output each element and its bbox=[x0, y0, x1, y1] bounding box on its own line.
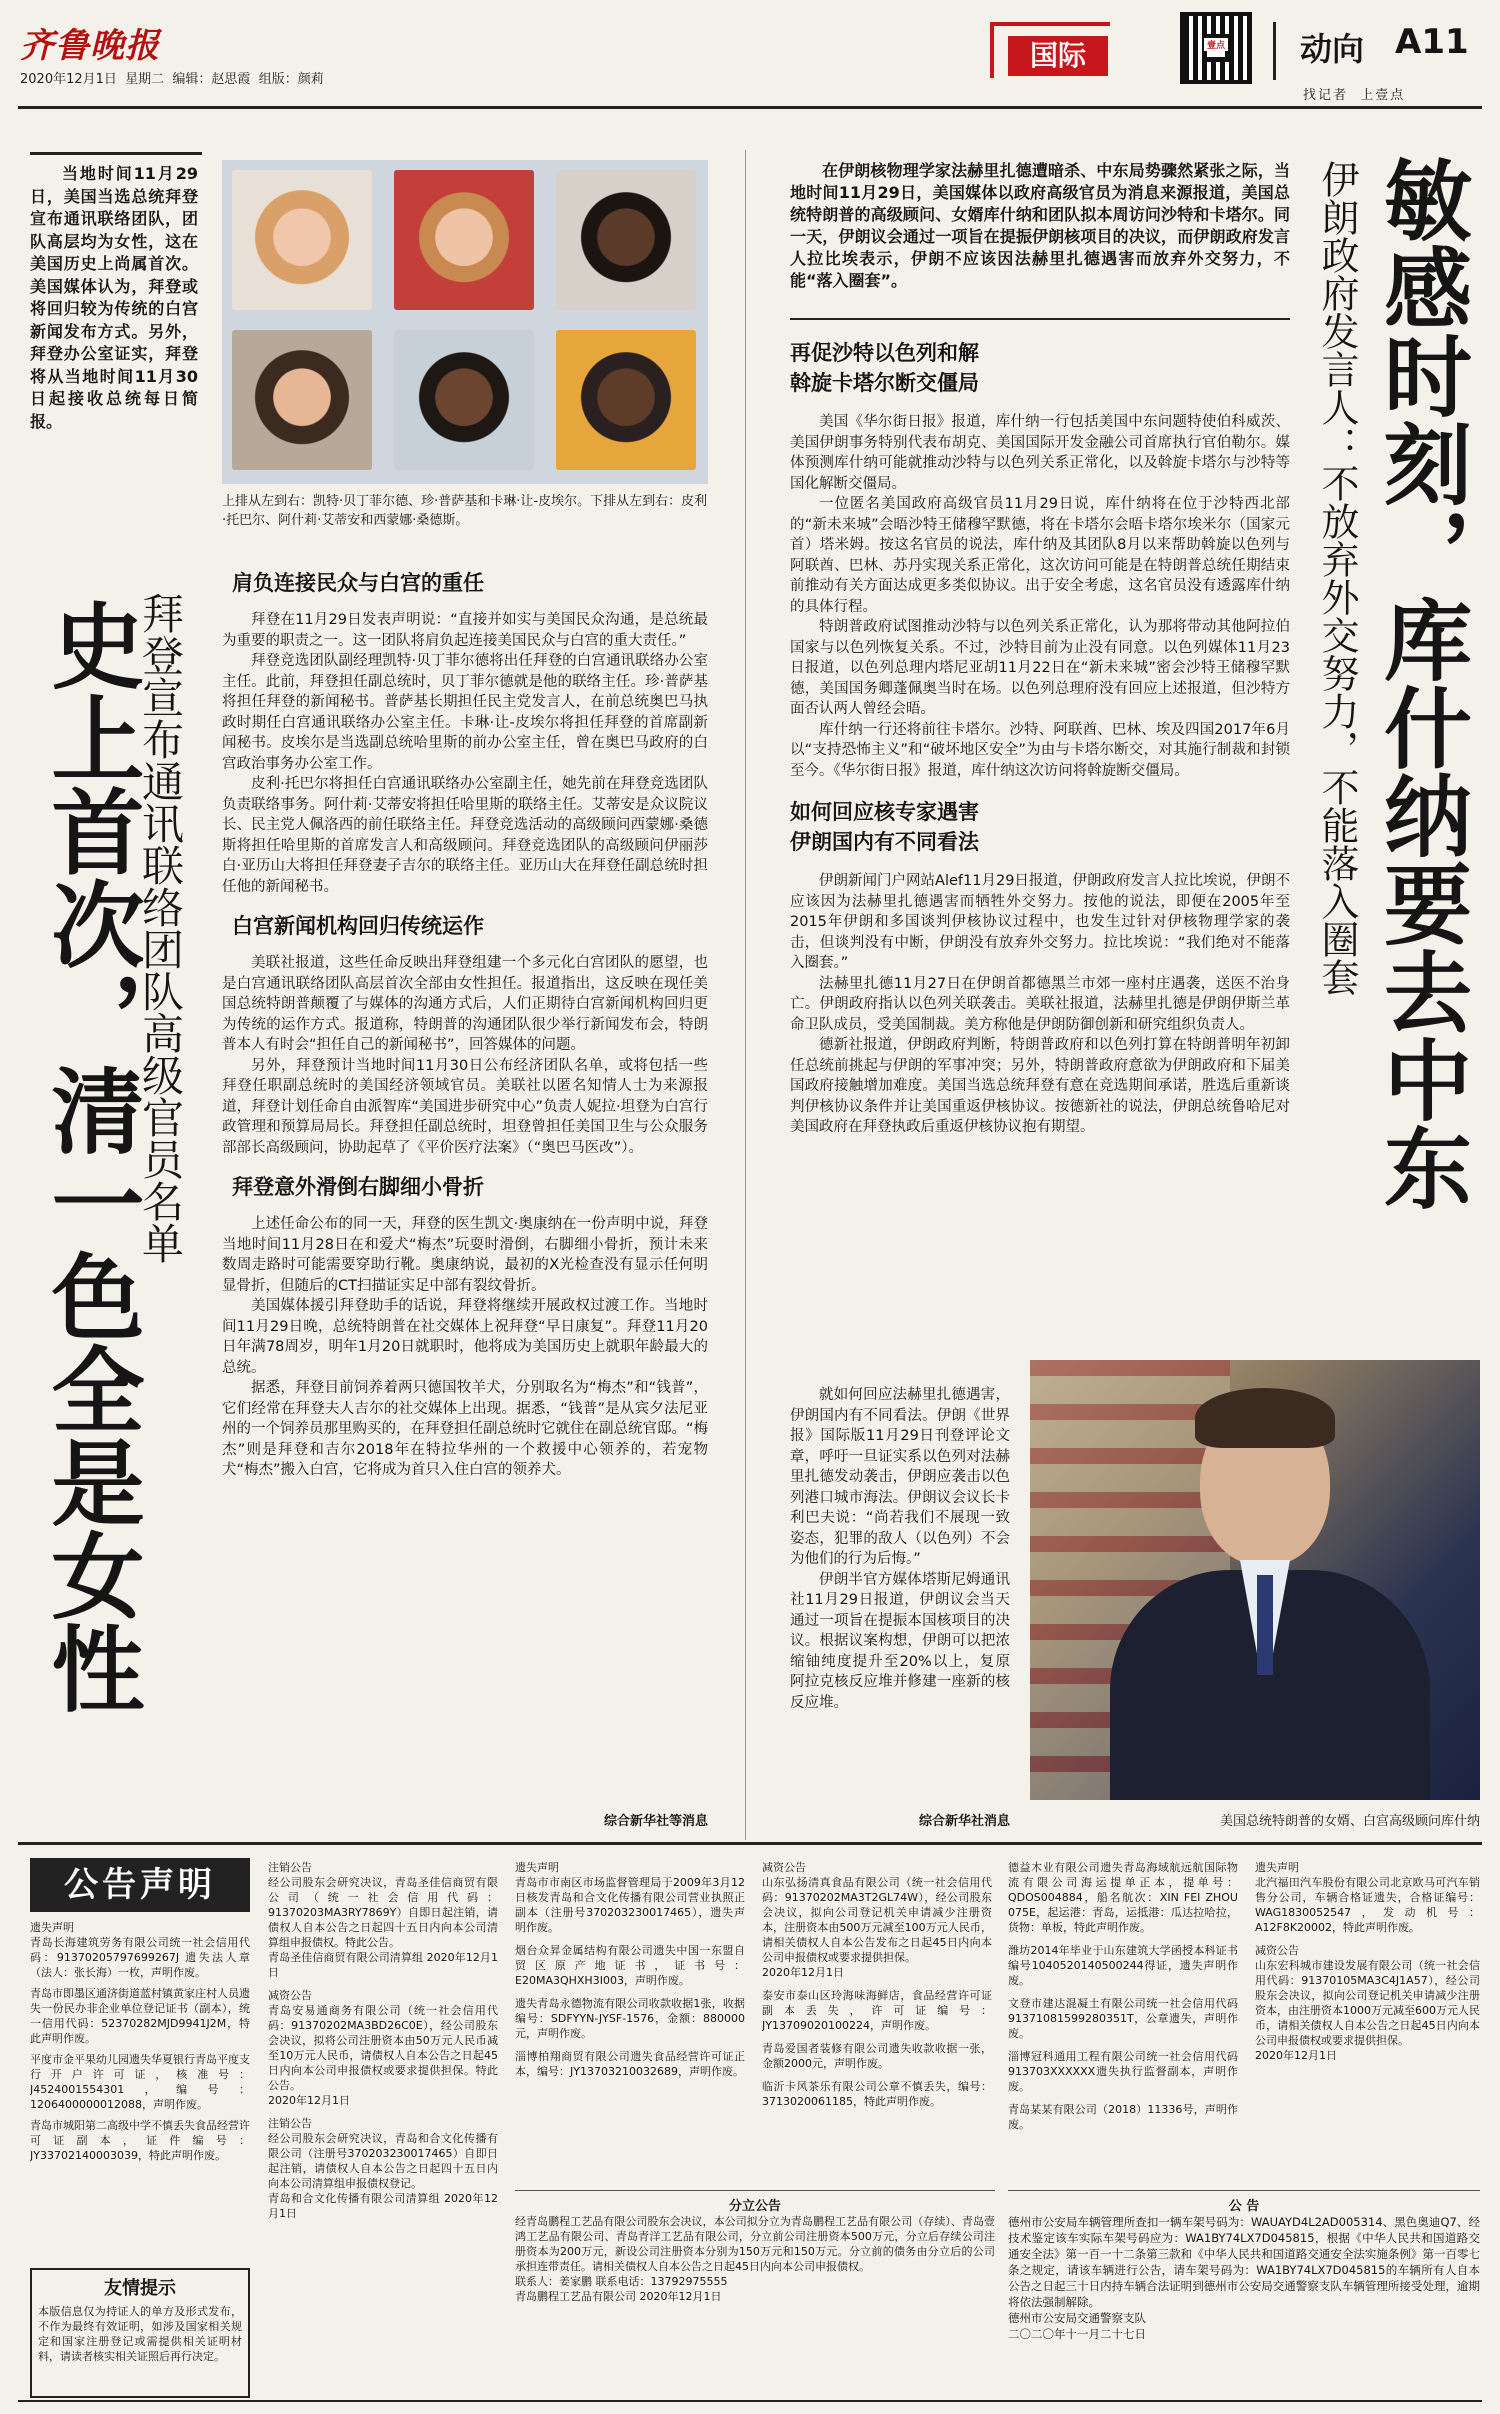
left-credit: 综合新华社等消息 bbox=[603, 1814, 708, 1829]
notice-col-6 bbox=[1255, 1860, 1480, 2180]
column-name: 动向 bbox=[1300, 30, 1365, 68]
paragraph: 法赫里扎德11月27日在伊朗首都德黑兰市郊一座村庄遇袭，送医不治身亡。伊朗政府指认以色列关联袭击。美联社报道，法赫里扎德是伊朗伊斯兰革命卫队成员，受美国制裁。美方称他是伊朗防御创新和研究组织负责人。 bbox=[790, 975, 1290, 1033]
split-notice-body: 经青岛鹏程工艺品有限公司股东会决议，本公司拟分立为青岛鹏程工艺品有限公司（存续）、青岛壹鸿工艺品有限公司、青岛青洋工艺品有限公司，分立前公司注册资本500万元，分立后存续公司注册资本为200万元，新设公司注册资本分别为150万元和150万元。分立前的债务由分立后的公司承担连带责任。请相关债权人自本公告之日起45日内向本公司申报债权。 联系人：姜家鹏 联系电话：13792975555 青岛鹏程工艺品有限公司 2020年12月1日 bbox=[515, 2215, 995, 2303]
right-lead-rule bbox=[790, 318, 1290, 320]
notice-item: 德益木业有限公司遗失青岛海域航远航国际物流有限公司海运提单正本，提单号：QDOS004884，船名航次：XIN FEI ZHOU 075E，起运港：青岛，运抵港：瓜达拉哈拉，货物：单板，特此声明作废。 bbox=[1008, 1861, 1238, 1934]
notice-item: 注销公告 经公司股东会研究决议，青岛和合文化传播有限公司（注册号370203230017465）自即日起注销，请债权人自本公告之日起四十五日内向本公司清算组申报债权登记。 青岛和合文化传播有限公司清算组 2020年12月1日 bbox=[268, 2117, 498, 2220]
notices-title: 公告声明 bbox=[30, 1858, 250, 1912]
right-body-top bbox=[790, 330, 1290, 1350]
section-tab bbox=[990, 22, 1110, 78]
page-number: A11 bbox=[1395, 22, 1469, 62]
paragraph: 拜登竞选团队副经理凯特·贝丁菲尔德将出任拜登的白宫通讯联络办公室主任。此前，拜登担任副总统时，贝丁菲尔德就是他的联络主任。珍·普萨基将担任拜登的新闻秘书。普萨基长期担任民主党发言人，在前总统奥巴马执政时期任白宫通讯联络办公室主任。卡琳·让-皮埃尔将担任拜登的首席副新闻秘书。皮埃尔是当选副总统哈里斯的前办公室主任，曾在奥巴马政府的白宫政治事务办公室工作。 bbox=[222, 653, 708, 772]
paragraph: 拜登在11月29日发表声明说：“直接并如实与美国民众沟通，是总统最为重要的职责之一。这一团队将肩负起连接美国民众与白宫的重大责任。” bbox=[222, 612, 708, 649]
left-section-3 bbox=[222, 1172, 708, 1481]
notice-item: 遗失声明 青岛市市南区市场监督管理局于2009年3月12日核发青岛和合文化传播有限公司营业执照正副本（注册号370203230017465），遗失声明作废。 bbox=[515, 1861, 745, 1934]
photo-etienne bbox=[394, 330, 534, 470]
right-body-narrow bbox=[790, 1385, 1010, 1805]
paragraph: 据悉，拜登目前饲养着两只德国牧羊犬，分别取名为“梅杰”和“钱普”，它们经常在拜登夫人吉尔的社交媒体上出现。据悉，“钱普”是从宾夕法尼亚州的一个饲养员那里购买的，在拜登担任副总统时它就住在副总统官邸。“梅杰”则是拜登和吉尔2018年在特拉华州的一个救援中心领养的，若宠物犬“梅杰”搬入白宫，它将成为首只入住白宫的领养犬。 bbox=[222, 1380, 708, 1478]
kushner-caption: 美国总统特朗普的女婿、白宫高级顾问库什纳 bbox=[1219, 1814, 1480, 1829]
paragraph: 德新社报道，伊朗政府判断，特朗普政府和以色列打算在特朗普明年初卸任总统前挑起与伊朗的军事冲突；另外，特朗普政府意欲为伊朗政府和下届美国政府接触增加难度。美国当选总统拜登有意在竞选期间承诺，胜选后重新谈判伊核协议条件并让美国重返伊核协议。按德新社的说法，伊朗总统鲁哈尼对美国政府在拜登执政后重返伊核协议抱有期望。 bbox=[790, 1037, 1290, 1135]
tie bbox=[1257, 1575, 1273, 1675]
left-headline: 史上首次，清一色全是女性 bbox=[36, 598, 145, 1714]
reporter-line: 找记者 上壹点 bbox=[1303, 88, 1406, 103]
left-section-2 bbox=[222, 911, 708, 1158]
split-notice bbox=[515, 2190, 995, 2395]
paragraph: 美国媒体援引拜登助手的话说，拜登将继续开展政权过渡工作。当地时间11月29日晚，总统特朗普在社交媒体上祝拜登“早日康复”。拜登11月20日年满78周岁，明年1月20日就职时，他将成为美国历史上就职年龄最大的总统。 bbox=[222, 1298, 708, 1376]
notice-col-5 bbox=[1008, 1860, 1238, 2180]
right-credit: 综合新华社消息 bbox=[918, 1814, 1010, 1829]
paragraph: 美国《华尔街日报》报道，库什纳一行包括美国中东问题特使伯科威茨、美国伊朗事务特别代表布胡克、美国国际开发金融公司首席执行官伯勒尔。媒体预测库什纳可能就推动沙特与以色列关系正常化，以及斡旋卡塔尔与沙特等国化解断交僵局。 bbox=[790, 414, 1290, 492]
notices-top-rule bbox=[18, 1842, 1482, 1845]
qr-badge: 壹点 bbox=[1204, 38, 1228, 51]
left-subhead-2: 白宫新闻机构回归传统运作 bbox=[232, 914, 484, 938]
section-label: 国际 bbox=[1008, 36, 1108, 76]
right-subhead-2: 如何回应核专家遇害 伊朗国内有不同看法 bbox=[790, 800, 979, 854]
masthead-rule bbox=[18, 106, 1482, 109]
notice-item: 遗失声明 北汽福田汽车股份有限公司北京欧马可汽车销售分公司，车辆合格证遗失，合格证编号：WAG1830052547，发动机号：A12F8K20002，特此声明作废。 bbox=[1255, 1861, 1480, 1934]
notice-item: 遗失青岛永德物流有限公司收款收据1张，收据编号：SDFYYN-JYSF-1576，金额：880000元，声明作废。 bbox=[515, 1997, 745, 2040]
paragraph: 上述任命公布的同一天，拜登的医生凯文·奥康纳在一份声明中说，拜登当地时间11月28日在和爱犬“梅杰”玩耍时滑倒，右脚细小骨折，预计未来数周走路时可能需要穿助行靴。奥康纳说，最初的X光检查没有显示任何明显骨折，但随后的CT扫描证实足中部有裂纹骨折。 bbox=[222, 1216, 708, 1294]
right-headline: 敏感时刻，库什纳要去中东 bbox=[1370, 155, 1474, 1211]
women-photo-grid bbox=[222, 160, 708, 484]
notice-col-3 bbox=[515, 1860, 745, 2180]
kushner-photo bbox=[1030, 1360, 1480, 1800]
hair bbox=[1195, 1388, 1335, 1448]
left-section-1 bbox=[222, 568, 708, 897]
paragraph: 皮利·托巴尔将担任白宫通讯联络办公室副主任，她先前在拜登竞选团队负责联络事务。阿什莉·艾蒂安将担任哈里斯的联络主任。艾蒂安是众议院议长、民主党人佩洛西的前任联络主任。拜登竞选活动的高级顾问西蒙娜·桑德斯将担任哈里斯的首席发言人和高级顾问。拜登竞选团队的高级顾问伊丽莎白·亚历山大将担任拜登妻子吉尔的联络主任。亚历山大在拜登任副总统时担任他的新闻秘书。 bbox=[222, 776, 708, 895]
notice-col-1 bbox=[30, 1920, 250, 2260]
notice-item: 青岛某某有限公司（2018）11336号，声明作废。 bbox=[1008, 2103, 1238, 2131]
bottom-rule bbox=[18, 2400, 1482, 2402]
paragraph: 另外，拜登预计当地时间11月30日公布经济团队名单，或将包括一些拜登任职副总统时的美国经济领域官员。美联社以匿名知情人士为来源报道，拜登计划任命自由派智库“美国进步研究中心”负责人妮拉·坦登为白宫行政管理和预算局局长。拜登担任副总统时，坦登曾担任美国卫生与公众服务部部长高级顾问，协助起草了《平价医疗法案》（“奥巴马医改”）。 bbox=[222, 1057, 708, 1156]
left-kicker: 拜登宣布通讯联络团队高级官员名单 bbox=[136, 592, 185, 1264]
police-notice bbox=[1008, 2190, 1480, 2395]
left-subhead-3: 拜登意外滑倒右脚细小骨折 bbox=[232, 1175, 484, 1199]
right-kicker: 伊朗政府发言人：不放弃外交努力，不能落入圈套 bbox=[1315, 160, 1359, 996]
photo-sanders bbox=[556, 330, 696, 470]
notice-item: 烟台众昇金属结构有限公司遗失中国一东盟自贸区原产地证书，证书号：E20MA3QHXH3I003，声明作废。 bbox=[515, 1944, 745, 1987]
notice-item: 平度市金平果幼儿园遗失华夏银行青岛平度支行开户许可证，核准号：J4524001554301，编号：1206400000012088，声明作废。 bbox=[30, 2053, 250, 2111]
left-body bbox=[222, 560, 708, 1845]
tips-title: 友情提示 bbox=[104, 2278, 176, 2299]
photo-psaki bbox=[394, 170, 534, 310]
notice-item: 青岛爱国者装修有限公司遗失收款收据一张，金额2000元，声明作废。 bbox=[762, 2042, 992, 2070]
photo-jean-pierre bbox=[556, 170, 696, 310]
split-notice-title: 分立公告 bbox=[728, 2199, 781, 2214]
police-notice-title: 公 告 bbox=[1228, 2199, 1260, 2214]
photo-caption-women: 上排从左到右：凯特·贝丁菲尔德、珍·普萨基和卡琳·让-皮埃尔。下排从左到右：皮利·托巴尔、阿什莉·艾蒂安和西蒙娜·桑德斯。 bbox=[222, 494, 708, 528]
tips-body: 本版信息仅为持证人的单方及形式发布，不作为最终有效证明，如涉及国家相关规定和国家注册登记或需提供相关证明材料，请读者核实相关证照后再行决定。 bbox=[38, 2305, 242, 2363]
left-lead-box bbox=[30, 152, 202, 542]
paragraph: 伊朗新闻门户网站Alef11月29日报道，伊朗政府发言人拉比埃说，伊朗不应该因为法赫里扎德遇害而牺牲外交努力。按他的说法，即便在2005年至2015年伊朗和多国谈判伊核协议过程中，也发生过针对伊核物理学家的袭击，但谈判没有中断，伊朗没有放弃外交努力。拉比埃说：“我们绝对不能落入圈套。” bbox=[790, 873, 1290, 971]
paragraph: 特朗普政府试图推动沙特与以色列关系正常化，认为那将带动其他阿拉伯国家与以色列恢复关系。不过，沙特目前为止没有同意。以色列媒体11月23日报道，以色列总理内塔尼亚胡11月22日在“新未来城”密会沙特王储穆罕默德，美国国务卿蓬佩奥当时在场。以色列总理府没有回应上述报道，但沙特方面否认两人曾经会晤。 bbox=[790, 619, 1290, 717]
photo-bedingfield bbox=[232, 170, 372, 310]
left-lead-text: 当地时间11月29日，美国当选总统拜登宣布通讯联络团队，团队高层均为女性，这在美国历史上尚属首次。美国媒体认为，拜登或将回归较为传统的白宫新闻发布方式。另外，拜登办公室证实，拜登将从当地时间11月30日起接收总统每日简报。 bbox=[30, 164, 198, 431]
photo-tobar bbox=[232, 330, 372, 470]
notice-item: 文登市建达混凝土有限公司统一社会信用代码91371081599280351T，公章遗失，声明作废。 bbox=[1008, 1997, 1238, 2040]
notice-item: 减资公告 山东宏科城市建设发展有限公司（统一社会信用代码：91370105MA3C4J1A57），经公司股东会决议，拟向公司登记机关申请减少注册资本，由注册资本1000万元减至600万元人民币，请相关债权人自本公告之日起45日内向本公司申报债权或要求提供担保。 2020年12月1日 bbox=[1255, 1944, 1480, 2062]
notice-item: 减资公告 青岛安易通商务有限公司（统一社会信用代码：91370202MA3BD26C0E），经公司股东会决议，拟将公司注册资本由50万元人民币减至10万元人民币，请债权人自本公告之日起45日内向本公司申报债权或要求提供担保。特此公告。 2020年12月1日 bbox=[268, 1989, 498, 2107]
notice-item: 青岛市城阳第二高级中学不慎丢失食品经营许可证副本，证件编号：JY33702140003039，特此声明作废。 bbox=[30, 2119, 250, 2162]
paragraph: 一位匿名美国政府高级官员11月29日说，库什纳将在位于沙特西北部的“新未来城”会晤沙特王储穆罕默德，将在卡塔尔会晤卡塔尔埃米尔（国家元首）塔米姆。按这名官员的说法，库什纳及其团队8月以来帮助斡旋以色列与阿联酋、巴林、苏丹实现关系正常化，这次访问可能是在特朗普总统任期结束前推动有关方面达成更多类似协议。出于安全考虑，这名官员没有透露库什纳的具体行程。 bbox=[790, 496, 1290, 615]
column-separator bbox=[745, 150, 746, 1840]
notice-item: 潍坊2014年毕业于山东建筑大学函授本科证书编号1040520140500244得证，遗失声明作废。 bbox=[1008, 1944, 1238, 1987]
notice-col-2 bbox=[268, 1860, 498, 2380]
right-subhead-1: 再促沙特以色列和解 斡旋卡塔尔断交僵局 bbox=[790, 341, 979, 395]
left-subhead-1: 肩负连接民众与白宫的重任 bbox=[232, 571, 484, 595]
notice-item: 淄博冠科通用工程有限公司统一社会信用代码913703XXXXXX遗失执行监督副本，声明作废。 bbox=[1008, 2050, 1238, 2093]
notice-col-4 bbox=[762, 1860, 992, 2180]
notice-item: 青岛市即墨区通济街道蓝村镇黄家庄村人员遗失一份民办非企业单位登记证书（副本），统一信用代码：52370282MJD9941J2M，特此声明作废。 bbox=[30, 1987, 250, 2045]
date-line: 2020年12月1日 星期二 编辑：赵思霞 组版：颜莉 bbox=[20, 72, 324, 87]
newspaper-logo: 齐鲁晚报 bbox=[20, 26, 160, 66]
paragraph: 美联社报道，这些任命反映出拜登组建一个多元化白宫团队的愿望，也是白宫通讯联络团队高层首次全部由女性担任。报道指出，这反映在现任美国总统特朗普颠覆了与媒体的沟通方式后，人们正期待白宫新闻机构回归更为传统的运作方式。报道称，特朗普的沟通团队很少举行新闻发布会，特朗普本人有时会“担任自己的新闻秘书”，回答媒体的问题。 bbox=[222, 955, 708, 1053]
notice-item: 减资公告 山东弘扬清真食品有限公司（统一社会信用代码：91370202MA3T2GL74W），经公司股东会决议，拟向公司登记机关申请减少注册资本，注册资本由500万元减至100万元人民币，请相关债权人自本公告发布之日起45日内向本公司申报债权或要求提供担保。 2020年12月1日 bbox=[762, 1861, 992, 1979]
paragraph: 库什纳一行还将前往卡塔尔。沙特、阿联酋、巴林、埃及四国2017年6月以“支持恐怖主义”和“破坏地区安全”为由与卡塔尔断交，对其施行制裁和封锁至今。《华尔街日报》报道，库什纳这次访问将斡旋断交僵局。 bbox=[790, 721, 1290, 779]
paragraph: 伊朗半官方媒体塔斯尼姆通讯社11月29日报道，伊朗议会当天通过一项旨在提振本国核项目的决议。根据议案构想，伊朗可以把浓缩铀纯度提升至20%以上，复原阿拉克核反应堆并修建一座新的核反应堆。 bbox=[790, 1571, 1010, 1711]
qr-code[interactable] bbox=[1180, 12, 1252, 84]
notice-item: 遗失声明 青岛长海建筑劳务有限公司统一社会信用代码：91370205797699267J 遗失法人章（法人：张长海）一枚，声明作废。 bbox=[30, 1921, 250, 1979]
police-notice-body: 德州市公安局车辆管理所查扣一辆车架号码为：WAUAYD4L2AD005314、黑色奥迪Q7、经技术鉴定该车实际车架号码应为：WA1BY74LX7D045815，根据《中华人民共和国道路交通安全法》第一百一十二条第三款和《中华人民共和国道路交通安全法实施条例》第一百零七条之规定，请该车辆进行公告，请车架号码为：WA1BY74LX7D045815的车辆所有人自本公告之日起三十日内持车辆合法证明到德州市公安局交通警察支队车辆管理所接受处理，逾期将依法强制解除。 德州市公安局交通警察支队 二〇二〇年十一月二十七日 bbox=[1008, 2215, 1480, 2341]
notice-item: 注销公告 经公司股东会研究决议，青岛圣佳信商贸有限公司（统一社会信用代码：91370203MA3RY7869Y）自即日起注销，请债权人自本公告之日起四十五日内向本公司清算组申报债权。特此公告。 青岛圣佳信商贸有限公司清算组 2020年12月1日 bbox=[268, 1861, 498, 1979]
paragraph: 就如何回应法赫里扎德遇害，伊朗国内有不同看法。伊朗《世界报》国际版11月29日刊登评论文章，呼吁一旦证实系以色列对法赫里扎德发动袭击，伊朗应袭击以色列港口城市海法。伊朗议会议长卡利巴夫说：“尚若我们不展现一致姿态，犯罪的敌人（以色列）不会为他们的行为后悔。” bbox=[790, 1387, 1010, 1567]
tips-box bbox=[30, 2268, 250, 2398]
masthead-divider bbox=[1273, 22, 1276, 80]
notice-item: 淄博柏翔商贸有限公司遗失食品经营许可证正本，编号：JY13703210032689，声明作废。 bbox=[515, 2050, 745, 2078]
notice-item: 临沂卡风茶乐有限公司公章不慎丢失，编号：3713020061185，特此声明作废。 bbox=[762, 2080, 992, 2108]
right-lead-text: 在伊朗核物理学家法赫里扎德遭暗杀、中东局势骤然紧张之际，当地时间11月29日，美国媒体以政府高级官员为消息来源报道，美国总统特朗普的高级顾问、女婿库什纳和团队拟本周访问沙特和卡塔尔。同一天，伊朗议会通过一项旨在提振伊朗核项目的决议，而伊朗政府发言人拉比埃表示，伊朗不应该因法赫里扎德遇害而放弃外交努力，不能“落入圈套”。 bbox=[790, 161, 1290, 290]
notice-item: 泰安市泰山区玲海味海鲜店，食品经营许可证副本丢失，许可证编号：JY13709020100224，声明作废。 bbox=[762, 1989, 992, 2032]
